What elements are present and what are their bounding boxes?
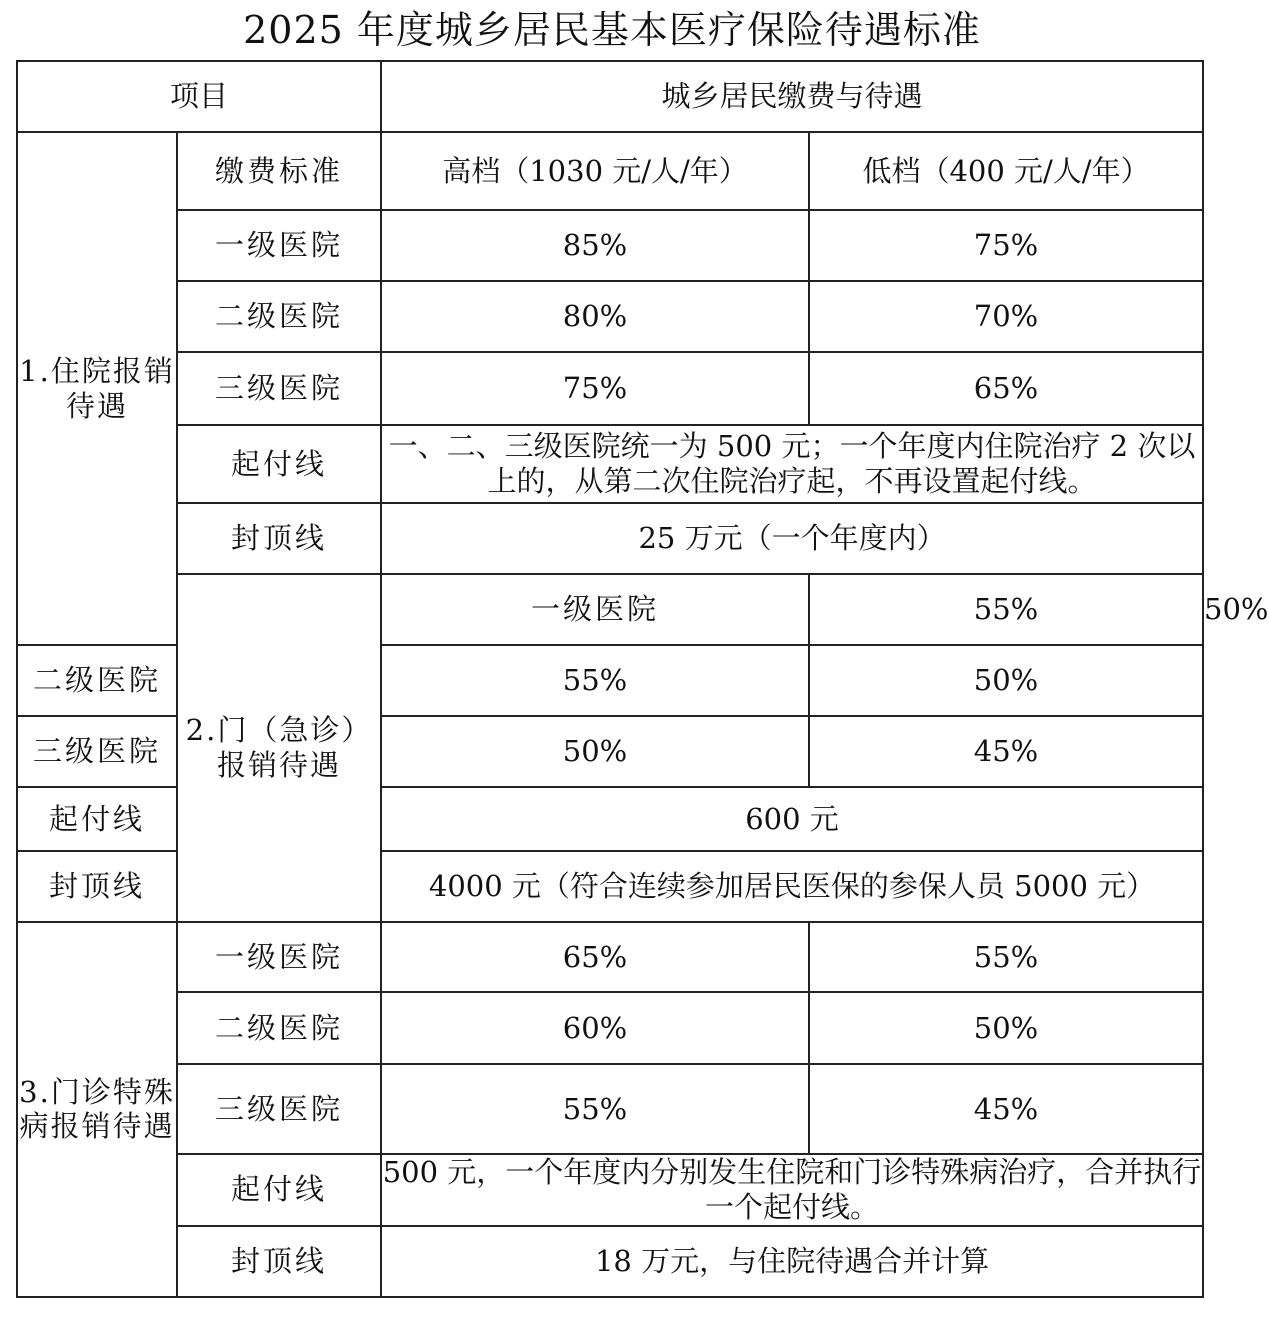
cap-value: 25 万元（一个年度内） [381,503,1203,574]
rate-low-cell: 65% [809,352,1203,425]
section-name-special-disease: 3.门诊特殊病报销待遇 [17,922,177,1297]
rate-high-cell: 85% [381,210,809,281]
hospital-level-cell: 二级医院 [177,992,381,1064]
deductible-value: 一、二、三级医院统一为 500 元；一个年度内住院治疗 2 次以上的，从第二次住院治疗起，不再设置起付线。 [381,425,1203,503]
hospital-level-cell: 一级医院 [381,574,809,645]
deductible-value: 500 元，一个年度内分别发生住院和门诊特殊病治疗，合并执行一个起付线。 [382,1155,1202,1224]
table-row: 2.门（急诊）报销待遇 一级医院 55% 50% [17,574,1203,645]
table-row [17,992,1203,1064]
rate-high-cell: 60% [381,992,809,1064]
cap-label: 封顶线 [177,503,381,574]
rate-low-cell: 75% [809,210,1203,281]
table-row [17,503,1203,574]
page-title: 2025 年度城乡居民基本医疗保险待遇标准 [243,8,981,52]
header-item-cell: 项目 [17,61,381,132]
rate-low-cell: 70% [809,281,1203,352]
benefit-standard-table [16,60,1269,1298]
hospital-level-cell: 三级医院 [177,1064,381,1154]
hospital-level-cell: 二级医院 [177,281,381,352]
cap-value: 4000 元（符合连续参加居民医保的参保人员 5000 元） [381,851,1203,922]
hospital-level-cell: 一级医院 [177,210,381,281]
rate-high-cell: 55% [381,1064,809,1154]
rate-low-cell: 45% [809,716,1203,787]
rate-low-cell: 45% [809,1064,1203,1154]
rate-high-cell: 75% [381,352,809,425]
hospital-level-cell: 一级医院 [177,922,381,992]
section-name-inpatient: 1.住院报销待遇 [17,132,177,645]
table-row [17,1064,1203,1154]
payment-standard-label: 缴费标准 [177,132,381,210]
table-row [17,352,1203,425]
table-row [17,425,1203,503]
table-row [17,132,1203,210]
table-row [17,922,1203,992]
rate-low-cell: 50% [809,992,1203,1064]
table-row [17,281,1203,352]
payment-high-tier: 高档（1030 元/人/年） [381,132,809,210]
deductible-label: 起付线 [177,425,381,503]
table-row [17,1226,1203,1297]
rate-high-cell: 65% [381,922,809,992]
rate-low-cell: 50% [809,645,1203,716]
section-name-outpatient: 2.门（急诊）报销待遇 [177,574,381,922]
rate-high-cell: 50% [381,716,809,787]
table-row [17,1154,1203,1226]
header-benefit-cell: 城乡居民缴费与待遇 [381,61,1203,132]
cap-value: 18 万元，与住院待遇合并计算 [381,1226,1203,1297]
deductible-label: 起付线 [17,787,177,851]
deductible-label: 起付线 [177,1154,381,1226]
table-row [17,210,1203,281]
hospital-level-cell: 三级医院 [17,716,177,787]
cap-label: 封顶线 [17,851,177,922]
rate-high-cell: 55% [809,574,1203,645]
rate-high-cell: 55% [381,645,809,716]
payment-low-tier: 低档（400 元/人/年） [809,132,1203,210]
rate-high-cell: 80% [381,281,809,352]
cap-label: 封顶线 [177,1226,381,1297]
table-header-row [17,61,1203,132]
deductible-value: 600 元 [381,787,1203,851]
rate-low-cell: 55% [809,922,1203,992]
hospital-level-cell: 二级医院 [17,645,177,716]
hospital-level-cell: 三级医院 [177,352,381,425]
